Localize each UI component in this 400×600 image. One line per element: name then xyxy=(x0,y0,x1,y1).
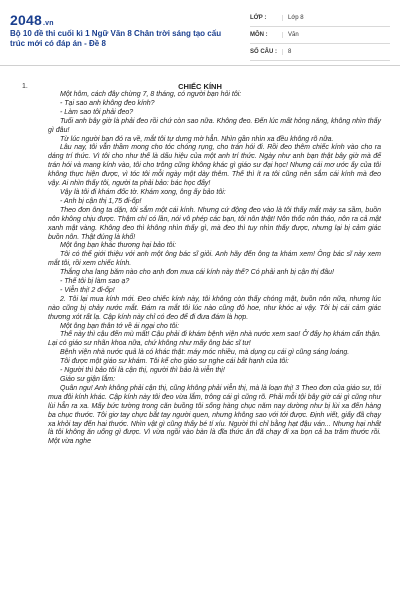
meta-label: LỚP : xyxy=(250,15,267,21)
meta-label: SỐ CÂU : xyxy=(250,49,277,55)
story-paragraph: 2. Tôi lại mua kính mới. Đeo chiếc kính này, tôi không còn thấy chóng mặt, buồn nôn nữa, nhưng lúc nào cũng bị chảy nước mắt. Đám ra mắt tôi lúc nào cũng đỏ hoe, như khóc ai vậy. Tôi bị cái cảm giác thương xót rất lạ. Cập kính này chỉ có đeo để đi đưa đám là hợp. xyxy=(48,295,381,321)
story-paragraph: Từ lúc người bạn đó ra về, mắt tôi tự dưng mờ hẳn. Nhìn gần nhìn xa đều không rõ nữa. xyxy=(60,135,334,143)
document-title: Bộ 10 đề thi cuối kì 1 Ngữ Văn 8 Chân trời sáng tạo cấu trúc mới có đáp án - Đề 8 xyxy=(10,29,222,48)
meta-label: MÔN : xyxy=(250,32,268,38)
story-paragraph: Vậy là tôi đi khám đốc tờ. Khám xong, ông ấy bảo tôi: xyxy=(60,188,226,196)
meta-row-class xyxy=(250,10,390,27)
story-paragraph: Tôi có thể giới thiệu với anh một ông bác sĩ giỏi. Anh hãy đến ông ta khám xem! Ông bác sĩ này xem mắt tôi, rồi xem chiếc kính. xyxy=(48,251,381,268)
document-meta xyxy=(250,10,390,61)
story-paragraph: Tôi được một giáo sư khám. Tôi kể cho giáo sư nghe cái bất hạnh của tôi: xyxy=(60,358,289,366)
page-header xyxy=(0,0,400,66)
story-paragraph: Giáo sư giận lắm: xyxy=(60,376,116,383)
story-paragraph: Quân ngu! Anh không phải cận thị, cũng không phải viễn thị, mà là loạn thị! 3 Theo đơn của giáo sư, tôi mua đôi kính khác. Cập kính này tôi đeo vừa lắm, trông cái gì cũng rõ. Phải mỗi tội bây giờ cái gì cũng như lùi hẳn ra xa. Mấy bức tường trong căn buồng tôi sống hàng chục năm nay dường như bị lùi xa đến hàng ba chục thước. Tôi giơ tay chực bắt tay người quen, nhưng không sao với tới được. Định viết, giấy đã chạy xa khỏi tay đến hai thước. Nhìn vật gì cũng thấy bé tí xíu. Người thì chỉ bằng hạt đậu ván... Nhưng hại nhất là tôi không ăn uống gì được. Vì vừa ngồi vào bàn là đĩa thức ăn đã chạy đi xa bọn cả ba trăm thước rồi. Một vừa nghe xyxy=(48,384,381,446)
site-logo[interactable]: 2048.vn xyxy=(10,12,54,28)
story-paragraph: Một hôm, cách đây chừng 7, 8 tháng, có người bạn hỏi tôi: xyxy=(60,91,242,98)
question-content xyxy=(0,73,400,600)
story-paragraph: - Làm sao tôi phải đeo? xyxy=(60,108,134,116)
meta-value: Lớp 8 xyxy=(282,15,304,21)
story-paragraph: Lâu nay, tôi vẫn thầm mong cho tóc chóng rụng, cho trán hói đi. Rồi đeo thêm chiếc kính vào cho ra dáng trí thức. Vì tôi cho như thế là dấu hiệu của một anh trí thức. Ngày như anh bạn thật bây giờ mà để trán hói và mang kính vào, tôi cho trông cũng không khác gì giáo sư đại học! Nhưng cái mơ ước ấy của tôi không thực hiện được, vì tóc tôi mỗi ngày một dày thêm. Thế thì ít ra tôi cũng nên sắm cái kính mà đeo vậy. Ai nhìn thấy tôi, người ta phải bảo: bác học đấy! xyxy=(48,144,381,188)
story-paragraph: Bệnh viện nhà nước quả là có khác thật: máy móc nhiều, mà dụng cụ cái gì cũng sáng loáng. xyxy=(60,349,350,357)
story-paragraph: Một ông bạn khác thương hại bảo tôi: xyxy=(60,242,177,250)
meta-value: 8 xyxy=(282,49,291,55)
story-paragraph: Thế này thì cậu đến mù mất! Cậu phải đi khám bệnh viện nhà nước xem sao! Ở đấy họ khám cẩn thận. Lại có giáo sư nhãn khoa nữa, chứ không như mấy ông bác sĩ tư! xyxy=(48,331,381,348)
story-title: CHIẾC KÍNH xyxy=(178,82,222,91)
story-paragraph: Theo đơn ông ta dặn, tôi sắm một cái kính. Nhưng cứ động đeo vào là tôi thấy mắt mày sa sầm, buồn nôn không chịu được. Thậm chí có lần, nói vô phép các bạn, tôi nôn thật! Nôn thốc nôn tháo, nôn ra cả mật xanh mật vàng. Không đeo thì không nhìn thấy gì, mà đeo thì tuy nhìn thấy được, nhưng lại bị cảm giác buồn nôn. Thật đúng là khổ! xyxy=(48,206,381,241)
question-number: 1. xyxy=(22,83,28,90)
story-paragraph: - Tại sao anh không đeo kính? xyxy=(60,99,155,107)
story-paragraph: Một ông bạn thân tớ về ái ngại cho tôi: xyxy=(60,322,180,330)
meta-row-question-count xyxy=(250,44,390,61)
story-paragraph: Tuổi anh bây giờ là phải đeo rồi chứ còn sao nữa. Không đeo. Đến lúc mất hỏng năng, không nhìn thấy gì đâu! xyxy=(48,117,381,134)
story-paragraph: - Anh bị cận thị 1,75 đi-ốp! xyxy=(60,197,142,205)
meta-row-subject xyxy=(250,27,390,44)
meta-value: Văn xyxy=(282,32,299,38)
story-paragraph: - Người thì bảo tôi là cận thị, người thì bảo là viễn thị! xyxy=(60,367,225,375)
story-paragraph: - Viễn thị! 2 đi-ốp! xyxy=(60,286,115,294)
story-body xyxy=(48,91,381,447)
story-paragraph: - Thế tôi bị làm sao ạ? xyxy=(60,278,130,286)
story-paragraph: Thắng cha lang băm nào cho anh đơn mua cái kính này thế? Có phải anh bị cận thị đâu! xyxy=(60,269,334,277)
